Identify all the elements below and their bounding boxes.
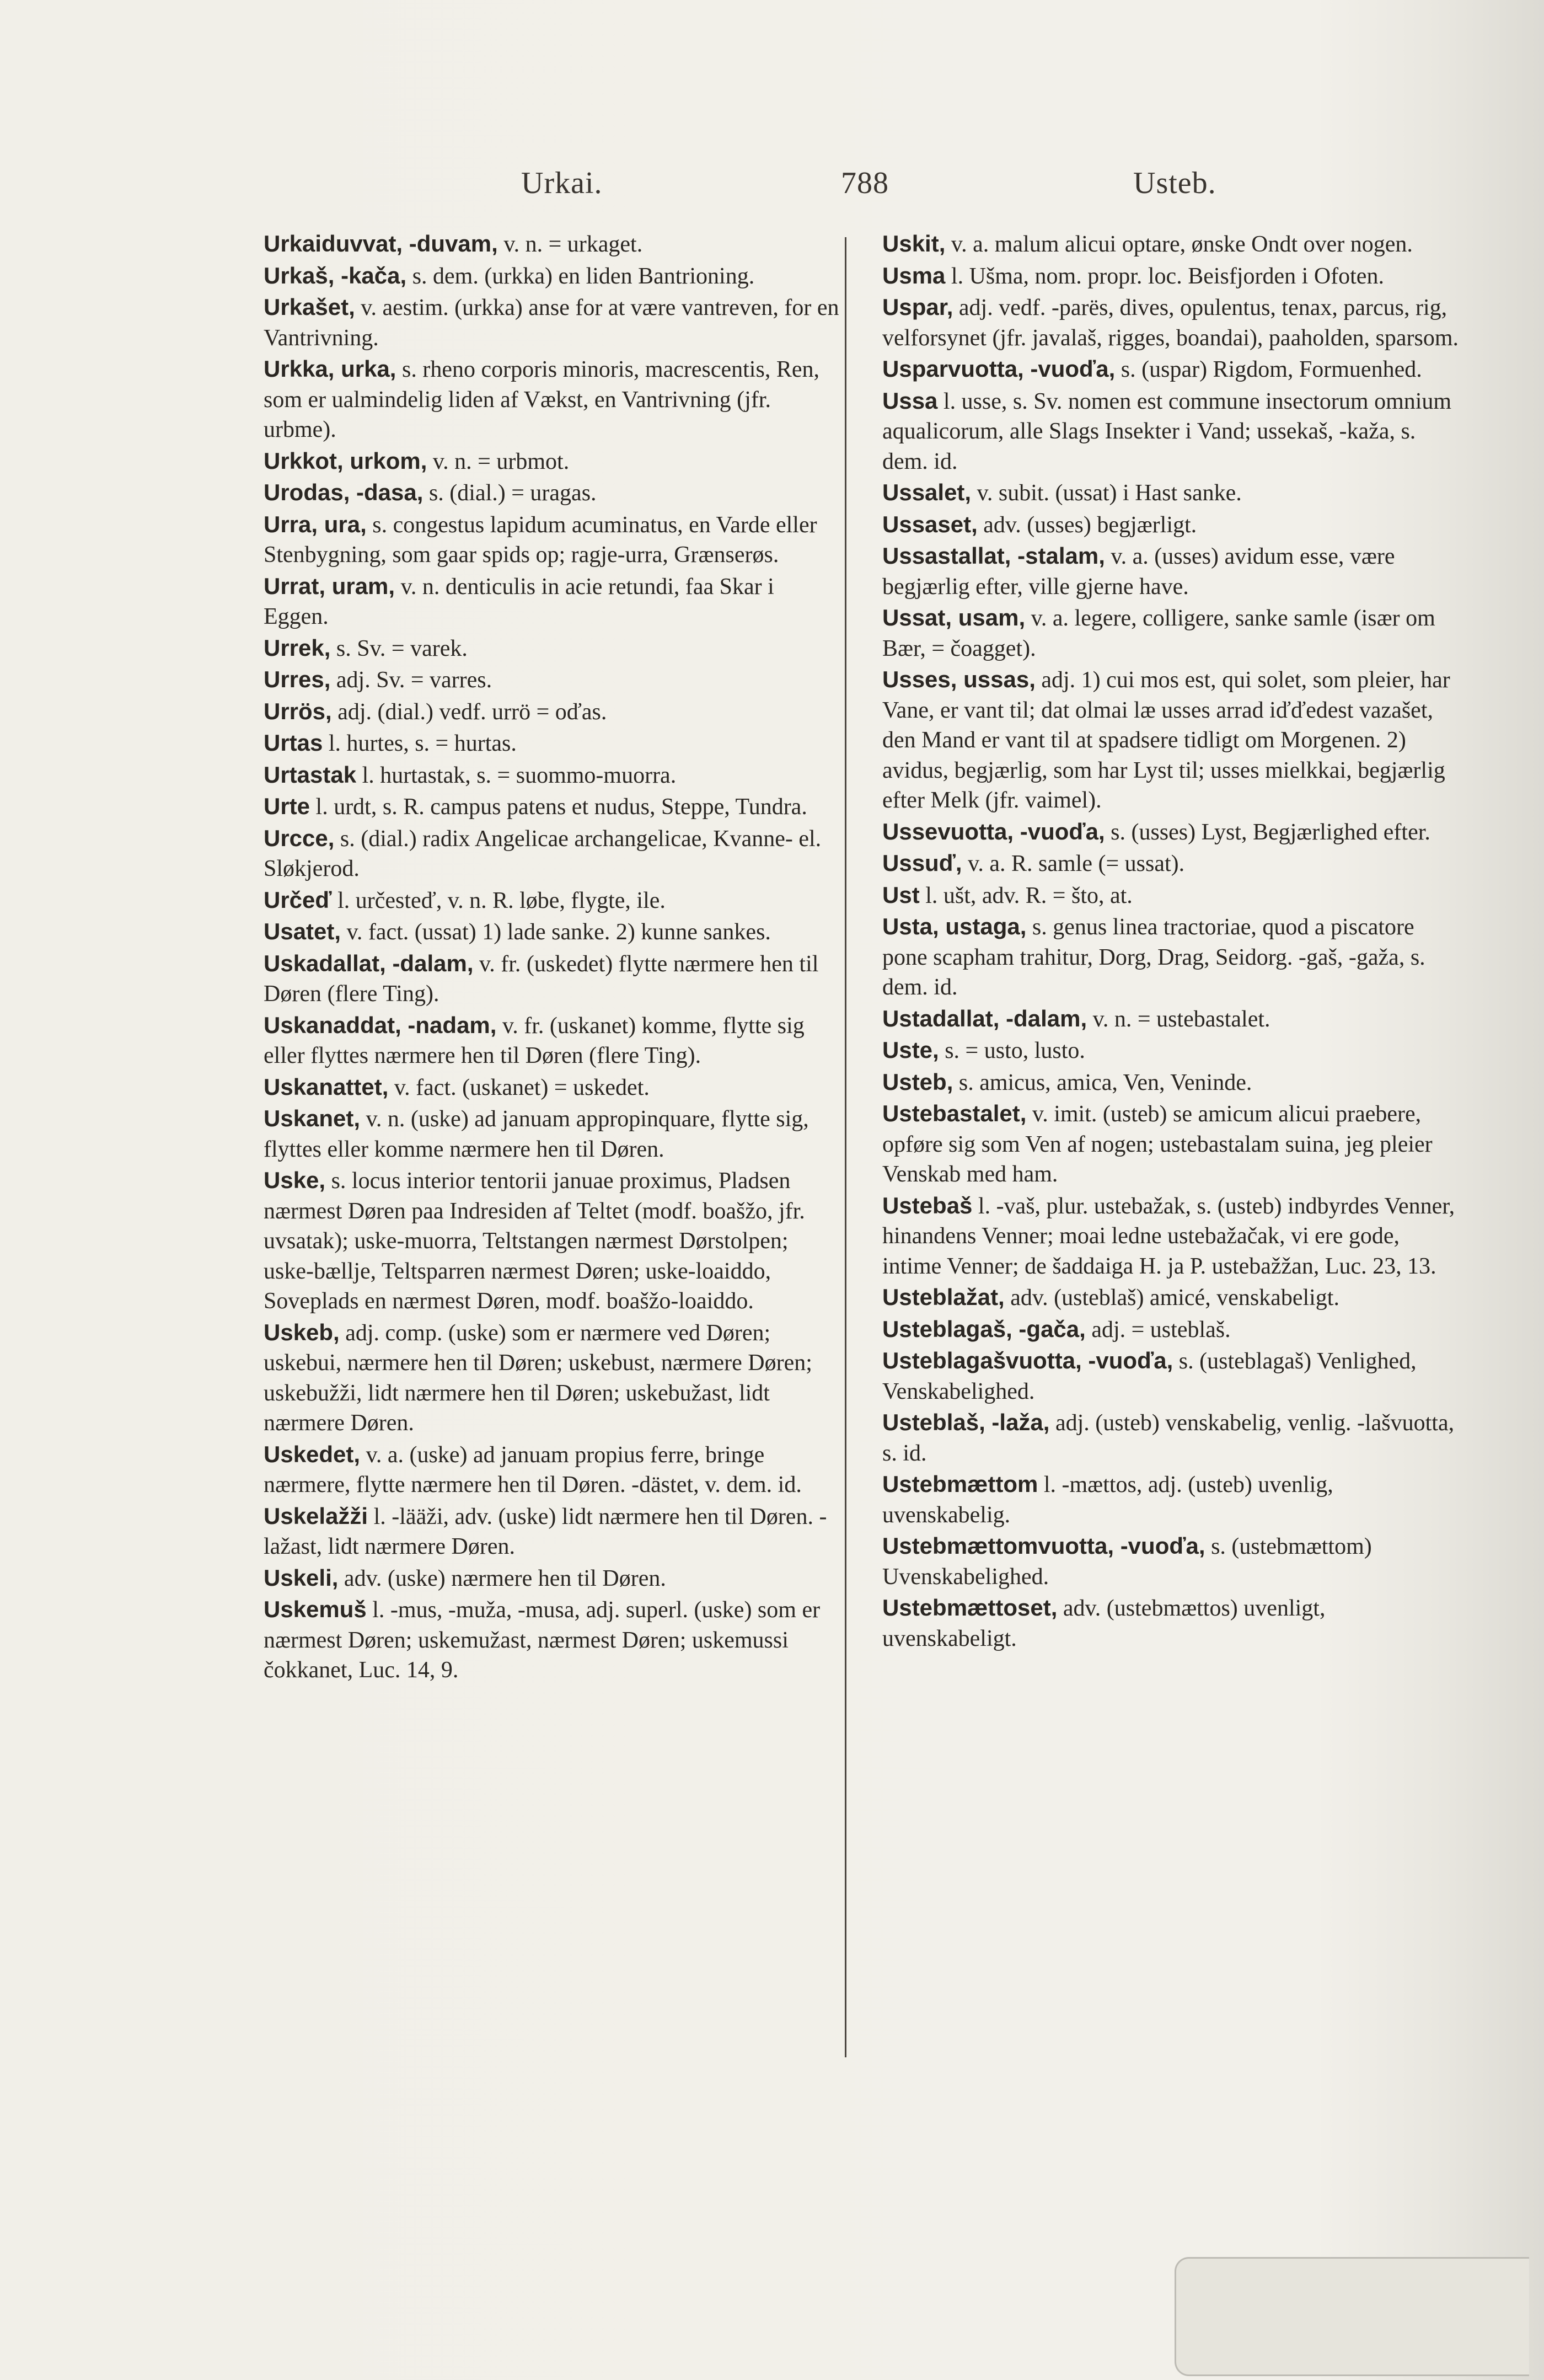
dictionary-entry: [264, 1595, 843, 1686]
entry-headword: Ust: [882, 881, 920, 908]
entry-headword: Urkaš, -kača,: [264, 262, 407, 288]
entry-definition: adj. (usteb) venskabelig, venlig. -lašvuotta, s. id.: [882, 1410, 1455, 1466]
dictionary-entry: [882, 292, 1461, 353]
entry-definition: l. -lääži, adv. (uske) lidt nærmere hen til Døren. -lažast, lidt nærmere Døren.: [264, 1504, 827, 1559]
entry-definition: v. fr. (uskedet) flytte nærmere hen til Døren (flere Ting).: [264, 951, 819, 1007]
entry-headword: Uskanet,: [264, 1105, 361, 1131]
entry-definition: l. hurtes, s. = hurtas.: [328, 731, 517, 756]
dictionary-entry: [882, 1314, 1461, 1345]
dictionary-entry: [882, 261, 1461, 292]
entry-definition: v. a. malum alicui optare, ønske Ondt over nogen.: [951, 232, 1413, 257]
entry-definition: v. fact. (ussat) 1) lade sanke. 2) kunne sankes.: [346, 919, 771, 945]
dictionary-entry: [264, 446, 843, 477]
entry-headword: Ussa: [882, 387, 938, 414]
entry-headword: Urkašet,: [264, 294, 355, 320]
entry-headword: Usteblažat,: [882, 1284, 1005, 1310]
entry-definition: s. (usteblagaš) Venlighed, Venskabelighed.: [882, 1349, 1417, 1404]
entry-headword: Ussalet,: [882, 479, 972, 505]
entry-headword: Ustebastalet,: [882, 1100, 1027, 1126]
entry-headword: Ussastallat, -stalam,: [882, 543, 1105, 569]
dictionary-entry: [264, 885, 843, 916]
entry-headword: Uskelažži: [264, 1502, 368, 1529]
entry-headword: Urrös,: [264, 698, 332, 724]
left-column: [264, 229, 843, 1687]
entry-definition: s. Sv. = varek.: [336, 635, 468, 661]
entry-headword: Ustadallat, -dalam,: [882, 1005, 1087, 1031]
dictionary-entry: [264, 949, 843, 1009]
dictionary-entry: [882, 478, 1461, 509]
page-tab-decoration: [1175, 2257, 1529, 2376]
dictionary-entry: [882, 1593, 1461, 1654]
entry-headword: Usteb,: [882, 1068, 953, 1095]
entry-definition: v. n. = ustebastalet.: [1092, 1006, 1270, 1032]
dictionary-entry: [882, 1191, 1461, 1282]
entry-headword: Urtas: [264, 730, 323, 756]
entry-definition: v. n. (uske) ad januam appropinquare, flytte sig, flyttes eller komme nærmere hen til Døren.: [264, 1106, 809, 1162]
entry-headword: Usteblagašvuotta, -vuoďa,: [882, 1347, 1173, 1373]
entry-headword: Ustebaš: [882, 1192, 973, 1218]
dictionary-entry: [264, 1501, 843, 1562]
dictionary-entry: [882, 1004, 1461, 1035]
entry-headword: Uskit,: [882, 231, 946, 256]
entry-definition: adv. (uske) nærmere hen til Døren.: [344, 1565, 666, 1591]
entry-headword: Urodas, -dasa,: [264, 479, 423, 505]
entry-headword: Urres,: [264, 666, 331, 692]
entry-definition: v. imit. (usteb) se amicum alicui praebere, opføre sig som Ven af nogen; ustebastalam suina, jeg pleier Venskab med ham.: [882, 1101, 1433, 1187]
dictionary-entry: [264, 917, 843, 948]
entry-definition: l. hurtastak, s. = suommo-muorra.: [362, 762, 677, 788]
entry-definition: adj. vedf. -parës, dives, opulentus, tenax, parcus, rig, velforsynet (jfr. javalaš, rigges, boandai), paaholden, sparsom.: [882, 295, 1459, 351]
entry-headword: Usma: [882, 262, 946, 288]
entry-definition: v. a. (usses) avidum esse, være begjærlig efter, ville gjerne have.: [882, 544, 1395, 600]
dictionary-entry: [882, 817, 1461, 848]
dictionary-entry: [882, 1282, 1461, 1313]
entry-headword: Uskadallat, -dalam,: [264, 950, 474, 976]
entry-headword: Ussevuotta, -vuoďa,: [882, 818, 1105, 844]
entry-definition: v. fr. (uskanet) komme, flytte sig eller flyttes nærmere hen til Døren (flere Ting).: [264, 1013, 805, 1068]
entry-definition: l. Ušma, nom. propr. loc. Beisfjorden i Ofoten.: [951, 263, 1384, 289]
dictionary-entry: [264, 791, 843, 822]
entry-headword: Urte: [264, 793, 310, 819]
dictionary-entry: [882, 665, 1461, 816]
entry-definition: l. určesteď, v. n. R. løbe, flygte, ile.: [337, 887, 666, 913]
entry-definition: adj. (dial.) vedf. urrö = oďas.: [337, 699, 607, 725]
entry-definition: s. congestus lapidum acuminatus, en Varde eller Stenbygning, som gaar spids op; ragje-urra, Grænserøs.: [264, 512, 817, 568]
entry-headword: Urkkot, urkom,: [264, 447, 427, 474]
entry-headword: Usteblaš, -laža,: [882, 1409, 1050, 1435]
entry-headword: Ussuď,: [882, 850, 962, 876]
entry-definition: s. (dial.) = uragas.: [428, 480, 597, 506]
entry-headword: Ussat, usam,: [882, 605, 1026, 630]
entry-headword: Uskedet,: [264, 1441, 361, 1467]
entry-headword: Ustebmættomvuotta, -vuoďa,: [882, 1533, 1205, 1559]
entry-definition: l. -mættos, adj. (usteb) uvenlig, uvenskabelig.: [882, 1472, 1333, 1528]
entry-headword: Usteblagaš, -gača,: [882, 1315, 1086, 1342]
entry-headword: Uskanattet,: [264, 1073, 389, 1100]
entry-headword: Uskeli,: [264, 1564, 339, 1591]
entry-headword: Usta, ustaga,: [882, 913, 1027, 939]
dictionary-entry: [264, 510, 843, 570]
dictionary-entry: [882, 880, 1461, 911]
entry-headword: Usatet,: [264, 918, 341, 944]
dictionary-entry: [264, 728, 843, 759]
entry-headword: Urtastak: [264, 761, 357, 788]
entry-headword: Uskanaddat, -nadam,: [264, 1012, 497, 1038]
dictionary-entry: [264, 665, 843, 696]
running-head-left: Urkai.: [521, 166, 603, 200]
dictionary-entry: [882, 1099, 1461, 1190]
entry-definition: v. a. R. samle (= ussat).: [968, 851, 1185, 876]
dictionary-entry: [264, 1072, 843, 1103]
entry-headword: Urrat, uram,: [264, 573, 395, 599]
entry-headword: Ussaset,: [882, 511, 978, 537]
entry-headword: Usparvuotta, -vuoďa,: [882, 356, 1116, 382]
dictionary-entry: [882, 603, 1461, 664]
dictionary-entry: [264, 478, 843, 509]
entry-definition: adv. (usteblaš) amicé, venskabeligt.: [1010, 1285, 1339, 1311]
dictionary-entry: [264, 354, 843, 445]
entry-definition: s. amicus, amica, Ven, Veninde.: [958, 1069, 1252, 1095]
entry-definition: l. usse, s. Sv. nomen est commune insectorum omnium aqualicorum, alle Slags Insekter i Vand; ussekaš, -kaža, s. dem. id.: [882, 388, 1452, 474]
page-number: 788: [841, 166, 889, 200]
entry-definition: adv. (ustebmættos) uvenligt, uvenskabeligt.: [882, 1596, 1326, 1651]
entry-definition: s. rheno corporis minoris, macrescentis, Ren, som er ualmindelig liden af Vækst, en Vantrivning (jfr. urbme).: [264, 357, 819, 442]
dictionary-entry: [264, 697, 843, 728]
entry-headword: Urcce,: [264, 825, 335, 851]
dictionary-entry: [882, 1469, 1461, 1530]
entry-headword: Urrek,: [264, 634, 331, 661]
entry-definition: v. a. legere, colligere, sanke samle (især om Bær, = čoagget).: [882, 606, 1435, 661]
entry-definition: s. = usto, lusto.: [945, 1038, 1085, 1063]
dictionary-entry: [882, 1531, 1461, 1592]
entry-definition: adj. Sv. = varres.: [336, 667, 492, 693]
dictionary-entry: [882, 1346, 1461, 1406]
entry-definition: v. subit. (ussat) i Hast sanke.: [977, 480, 1242, 506]
dictionary-entry: [882, 1035, 1461, 1066]
dictionary-entry: [264, 1563, 843, 1594]
dictionary-entry: [882, 386, 1461, 477]
entry-definition: s. genus linea tractoriae, quod a piscatore pone scapham trahitur, Dorg, Drag, Seidorg. -gaš, -gaža, s. dem. id.: [882, 914, 1425, 1000]
entry-headword: Usses, ussas,: [882, 666, 1036, 692]
dictionary-entry: [264, 229, 843, 260]
entry-headword: Určeď: [264, 886, 332, 913]
dictionary-entry: [882, 1067, 1461, 1098]
dictionary-entry: [882, 510, 1461, 541]
entry-definition: l. -vaš, plur. ustebažak, s. (usteb) indbyrdes Venner, hinandens Venner; moai ledne ustebažačak, vi ere gode, intime Venner; de šaddaiga H. ja P. ustebažžan, Luc. 23, 13.: [882, 1193, 1455, 1279]
running-head-right: Usteb.: [1133, 166, 1216, 200]
right-column: [882, 229, 1461, 1655]
entry-headword: Uskeb,: [264, 1319, 340, 1345]
column-divider: [845, 237, 846, 2057]
dictionary-entry: [882, 541, 1461, 602]
entry-definition: s. (ustebmættom) Uvenskabelighed.: [882, 1534, 1372, 1590]
entry-definition: s. locus interior tentorii januae proximus, Pladsen nærmest Døren paa Indresiden af Teltet (modf. boašžo, jfr. uvsatak); uske-muorra, Teltstangen nærmest Dørstolpen; uske-bællje, Teltsparren nærmest Døren; uske-loaiddo, Soveplads en nærmest Døren, modf. boašžo-loaiddo.: [264, 1168, 805, 1314]
entry-headword: Urkaiduvvat, -duvam,: [264, 231, 498, 256]
dictionary-entry: [882, 229, 1461, 260]
dictionary-entry: [882, 354, 1461, 385]
dictionary-entry: [882, 912, 1461, 1003]
entry-definition: s. (dial.) radix Angelicae archangelicae, Kvanne- el. Sløkjerod.: [264, 826, 822, 881]
dictionary-entry: [264, 1104, 843, 1164]
entry-definition: adj. comp. (uske) som er nærmere ved Døren; uskebui, nærmere hen til Døren; uskebust, nærmere Døren; uskebužži, lidt nærmere hen til Døren; uskebužast, lidt nærmere Døren.: [264, 1320, 812, 1436]
entry-headword: Uskemuš: [264, 1596, 367, 1622]
entry-definition: v. n. = urkaget.: [503, 232, 643, 257]
entry-headword: Uspar,: [882, 294, 953, 320]
dictionary-entry: [264, 292, 843, 353]
dictionary-entry: [264, 823, 843, 884]
entry-headword: Ustebmættom: [882, 1471, 1038, 1497]
dictionary-entry: [264, 1010, 843, 1071]
dictionary-entry: [264, 1165, 843, 1317]
entry-definition: adj. 1) cui mos est, qui solet, som pleier, har Vane, er vant til; dat olmai læ usses arrad iďďedest vazašet, den Mand er vant til at spadsere tidligt om Morgenen. 2) avidus, begjærlig, som har Lyst til; usses mielkkai, begjærlig efter Melk (jfr. vaimel).: [882, 667, 1450, 813]
dictionary-entry: [882, 848, 1461, 879]
entry-definition: s. (uspar) Rigdom, Formuenhed.: [1121, 357, 1422, 382]
entry-definition: v. aestim. (urkka) anse for at være vantreven, for en Vantrivning.: [264, 295, 839, 351]
entry-headword: Urra, ura,: [264, 511, 367, 537]
entry-headword: Uste,: [882, 1037, 939, 1063]
entry-definition: s. dem. (urkka) en liden Bantrioning.: [412, 263, 755, 289]
dictionary-entry: [264, 633, 843, 664]
entry-definition: l. ušt, adv. R. = što, at.: [925, 883, 1133, 908]
entry-definition: v. fact. (uskanet) = uskedet.: [394, 1074, 650, 1100]
dictionary-entry: [264, 760, 843, 791]
entry-definition: adv. (usses) begjærligt.: [983, 512, 1197, 538]
entry-definition: adj. = usteblaš.: [1091, 1317, 1231, 1343]
dictionary-entry: [264, 261, 843, 292]
dictionary-entry: [264, 1440, 843, 1500]
dictionary-entry: [264, 571, 843, 632]
entry-headword: Urkka, urka,: [264, 356, 396, 382]
dictionary-entry: [264, 1318, 843, 1438]
entry-definition: v. n. denticulis in acie retundi, faa Skar i Eggen.: [264, 574, 774, 629]
entry-definition: v. a. (uske) ad januam propius ferre, bringe nærmere, flytte nærmere hen til Døren. -dästet, v. dem. id.: [264, 1442, 802, 1497]
entry-definition: l. -mus, -muža, -musa, adj. superl. (uske) som er nærmest Døren; uskemužast, nærmest Døren; uskemussi čokkanet, Luc. 14, 9.: [264, 1597, 821, 1683]
entry-headword: Uske,: [264, 1167, 326, 1193]
entry-headword: Ustebmættoset,: [882, 1595, 1058, 1620]
entry-definition: l. urdt, s. R. campus patens et nudus, Steppe, Tundra.: [315, 794, 807, 820]
dictionary-entry: [882, 1408, 1461, 1468]
entry-definition: v. n. = urbmot.: [432, 448, 570, 474]
entry-definition: s. (usses) Lyst, Begjærlighed efter.: [1111, 819, 1430, 845]
